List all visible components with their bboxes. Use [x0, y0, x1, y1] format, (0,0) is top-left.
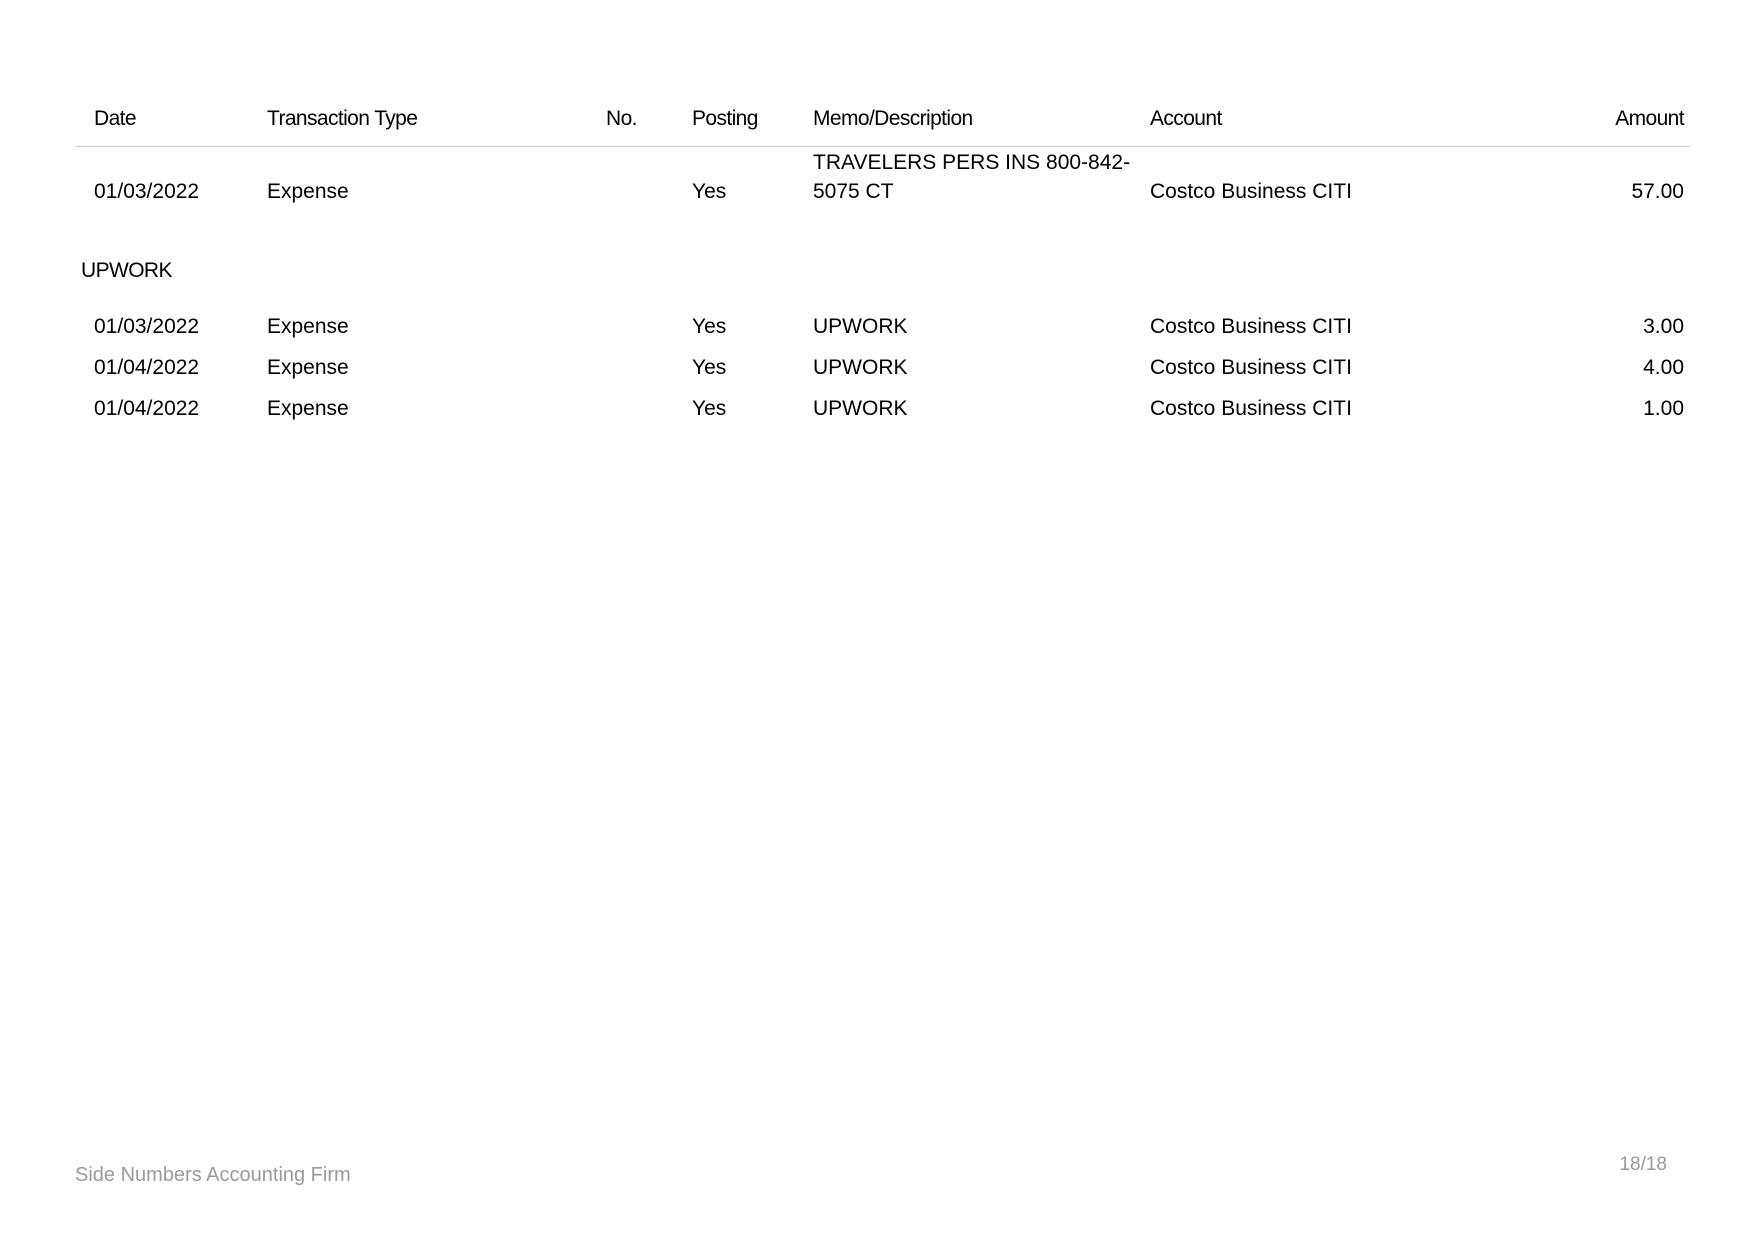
table-row [75, 306, 1690, 347]
row-amount: 4.00 [1643, 356, 1684, 379]
row-transaction-type: Expense [267, 397, 349, 420]
table-header [75, 100, 1690, 147]
column-header-date: Date [94, 107, 136, 130]
table-row [75, 347, 1690, 388]
row-memo: TRAVELERS PERS INS 800-842-5075 CT [813, 151, 1131, 203]
row-memo: UPWORK [813, 397, 908, 420]
row-amount: 57.00 [1631, 180, 1684, 203]
row-date: 01/04/2022 [94, 397, 200, 420]
row-date: 01/03/2022 [94, 180, 200, 203]
row-amount: 3.00 [1643, 315, 1684, 338]
column-header-memo: Memo/Description [813, 107, 973, 130]
transaction-report [75, 100, 1690, 429]
row-amount: 1.00 [1643, 397, 1684, 420]
row-transaction-type: Expense [267, 315, 349, 338]
row-memo: UPWORK [813, 356, 908, 379]
row-posting: Yes [692, 180, 727, 203]
group-name: UPWORK [81, 259, 172, 282]
column-header-amount: Amount [1615, 107, 1684, 130]
row-transaction-type: Expense [267, 180, 349, 203]
row-posting: Yes [692, 356, 727, 379]
page-number: 18/18 [1619, 1154, 1667, 1175]
table-row [75, 147, 1690, 254]
row-account: Costco Business CITI [1150, 180, 1352, 203]
column-header-posting: Posting [692, 107, 758, 130]
row-posting: Yes [692, 397, 727, 420]
row-date: 01/03/2022 [94, 315, 200, 338]
row-account: Costco Business CITI [1150, 315, 1352, 338]
row-posting: Yes [692, 315, 727, 338]
row-transaction-type: Expense [267, 356, 349, 379]
table-row [75, 388, 1690, 429]
row-account: Costco Business CITI [1150, 397, 1352, 420]
column-header-no: No. [606, 107, 637, 130]
group-header-upwork [75, 254, 1690, 306]
column-header-transaction-type: Transaction Type [267, 107, 418, 130]
column-header-account: Account [1150, 107, 1222, 130]
footer-firm-name: Side Numbers Accounting Firm [75, 1164, 351, 1186]
row-date: 01/04/2022 [94, 356, 200, 379]
row-memo: UPWORK [813, 315, 908, 338]
row-account: Costco Business CITI [1150, 356, 1352, 379]
